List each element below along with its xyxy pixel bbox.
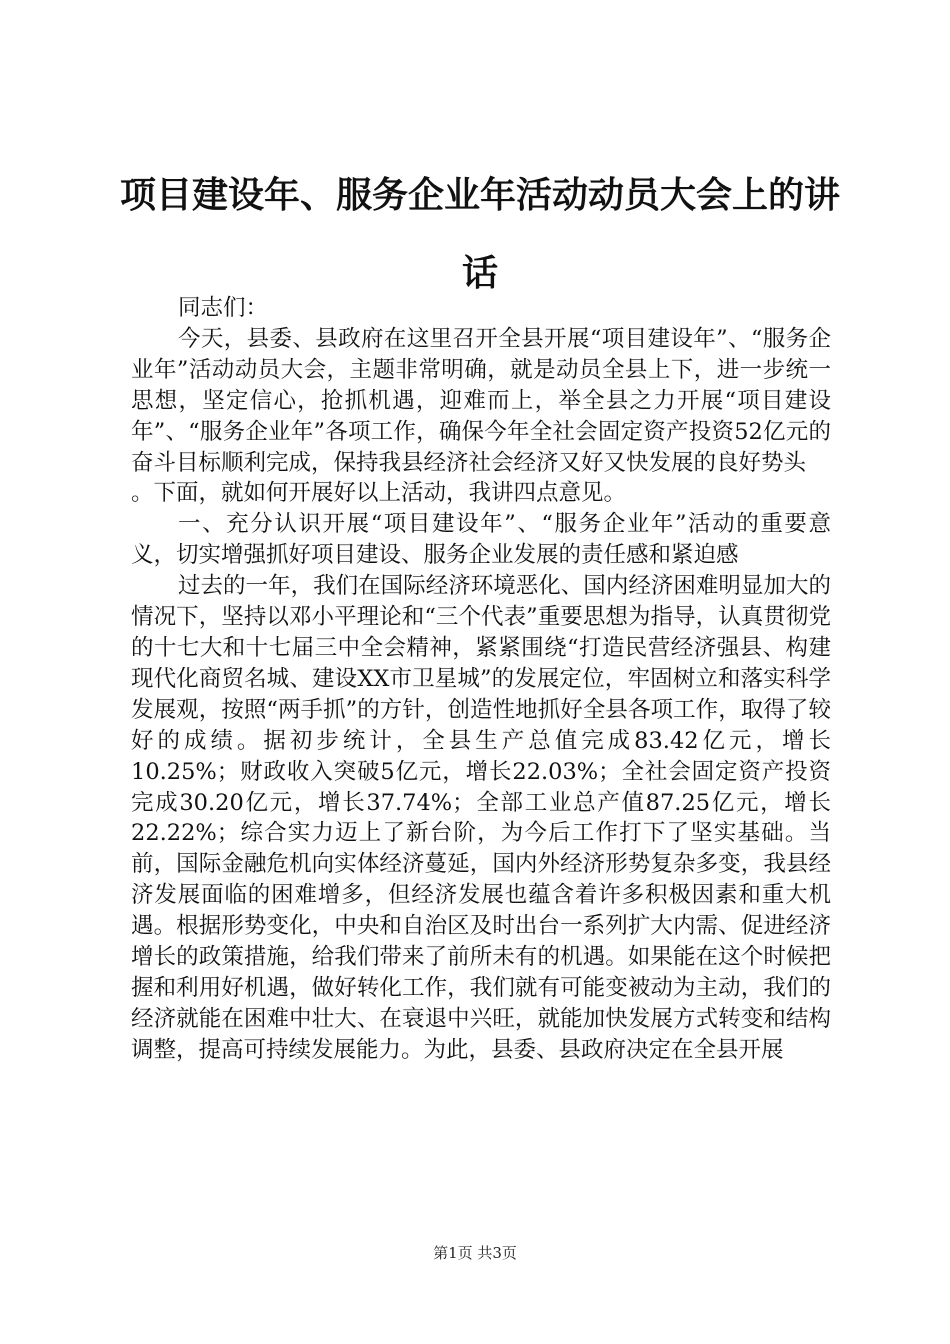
page-number: 第1页 共3页 bbox=[433, 1244, 517, 1262]
document-body bbox=[131, 293, 831, 1066]
section-heading: 一、充分认识开展“项目建设年”、“服务企业年”活动的重要意义，切实增强抓好项目建设、服务企业发展的责任感和紧迫感 bbox=[131, 511, 831, 569]
document-title: 项目建设年、服务企业年活动动员大会上的讲话 bbox=[120, 174, 841, 294]
salutation: 同志们： bbox=[178, 295, 269, 321]
body-paragraph: 。下面，就如何开展好以上活动，我讲四点意见。 bbox=[131, 480, 627, 507]
body-paragraph: 过去的一年，我们在国际经济环境恶化、国内经济困难明显加大的情况下，坚持以邓小平理论和“三个代表”重要思想为指导，认真贯彻党的十七大和十七届三中全会精神，紧紧围绕“打造民营经济强县、构建现代化商贸名城、建设XX市卫星城”的发展定位，牢固树立和落实科学发展观，按照“两手抓”的方针，创造性地抓好全县各项工作，取得了较好的成绩。据初步统计，全县生产总值完成83.42亿元，增长10.25%；财政收入突破5亿元，增长22.03%；全社会固定资产投资完成30.20亿元，增长37.74%；全部工业总产值87.25亿元，增长22.22%；综合实力迈上了新台阶，为今后工作打下了坚实基础。当前，国际金融危机向实体经济蔓延，国内外经济形势复杂多变，我县经济发展面临的困难增多，但经济发展也蕴含着许多积极因素和重大机遇。根据形势变化，中央和自治区及时出台一系列扩大内需、促进经济增长的政策措施，给我们带来了前所未有的机遇。如果能在这个时候把握和利用好机遇，做好转化工作，我们就有可能变被动为主动，我们的经济就能在困难中壮大、在衰退中兴旺，就能加快发展方式转变和结构调整，提高可持续发展能力。为此，县委、县政府决定在全县开展 bbox=[131, 573, 831, 1063]
body-paragraph: 今天，县委、县政府在这里召开全县开展“项目建设年”、“服务企业年”活动动员大会，主题非常明确，就是动员全县上下，进一步统一思想，坚定信心，抢抓机遇，迎难而上，举全县之力开展“项目建设年”、“服务企业年”各项工作，确保今年全社会固定资产投资52亿元的奋斗目标顺利完成，保持我县经济社会经济又好又快发展的良好势头 bbox=[131, 325, 831, 476]
